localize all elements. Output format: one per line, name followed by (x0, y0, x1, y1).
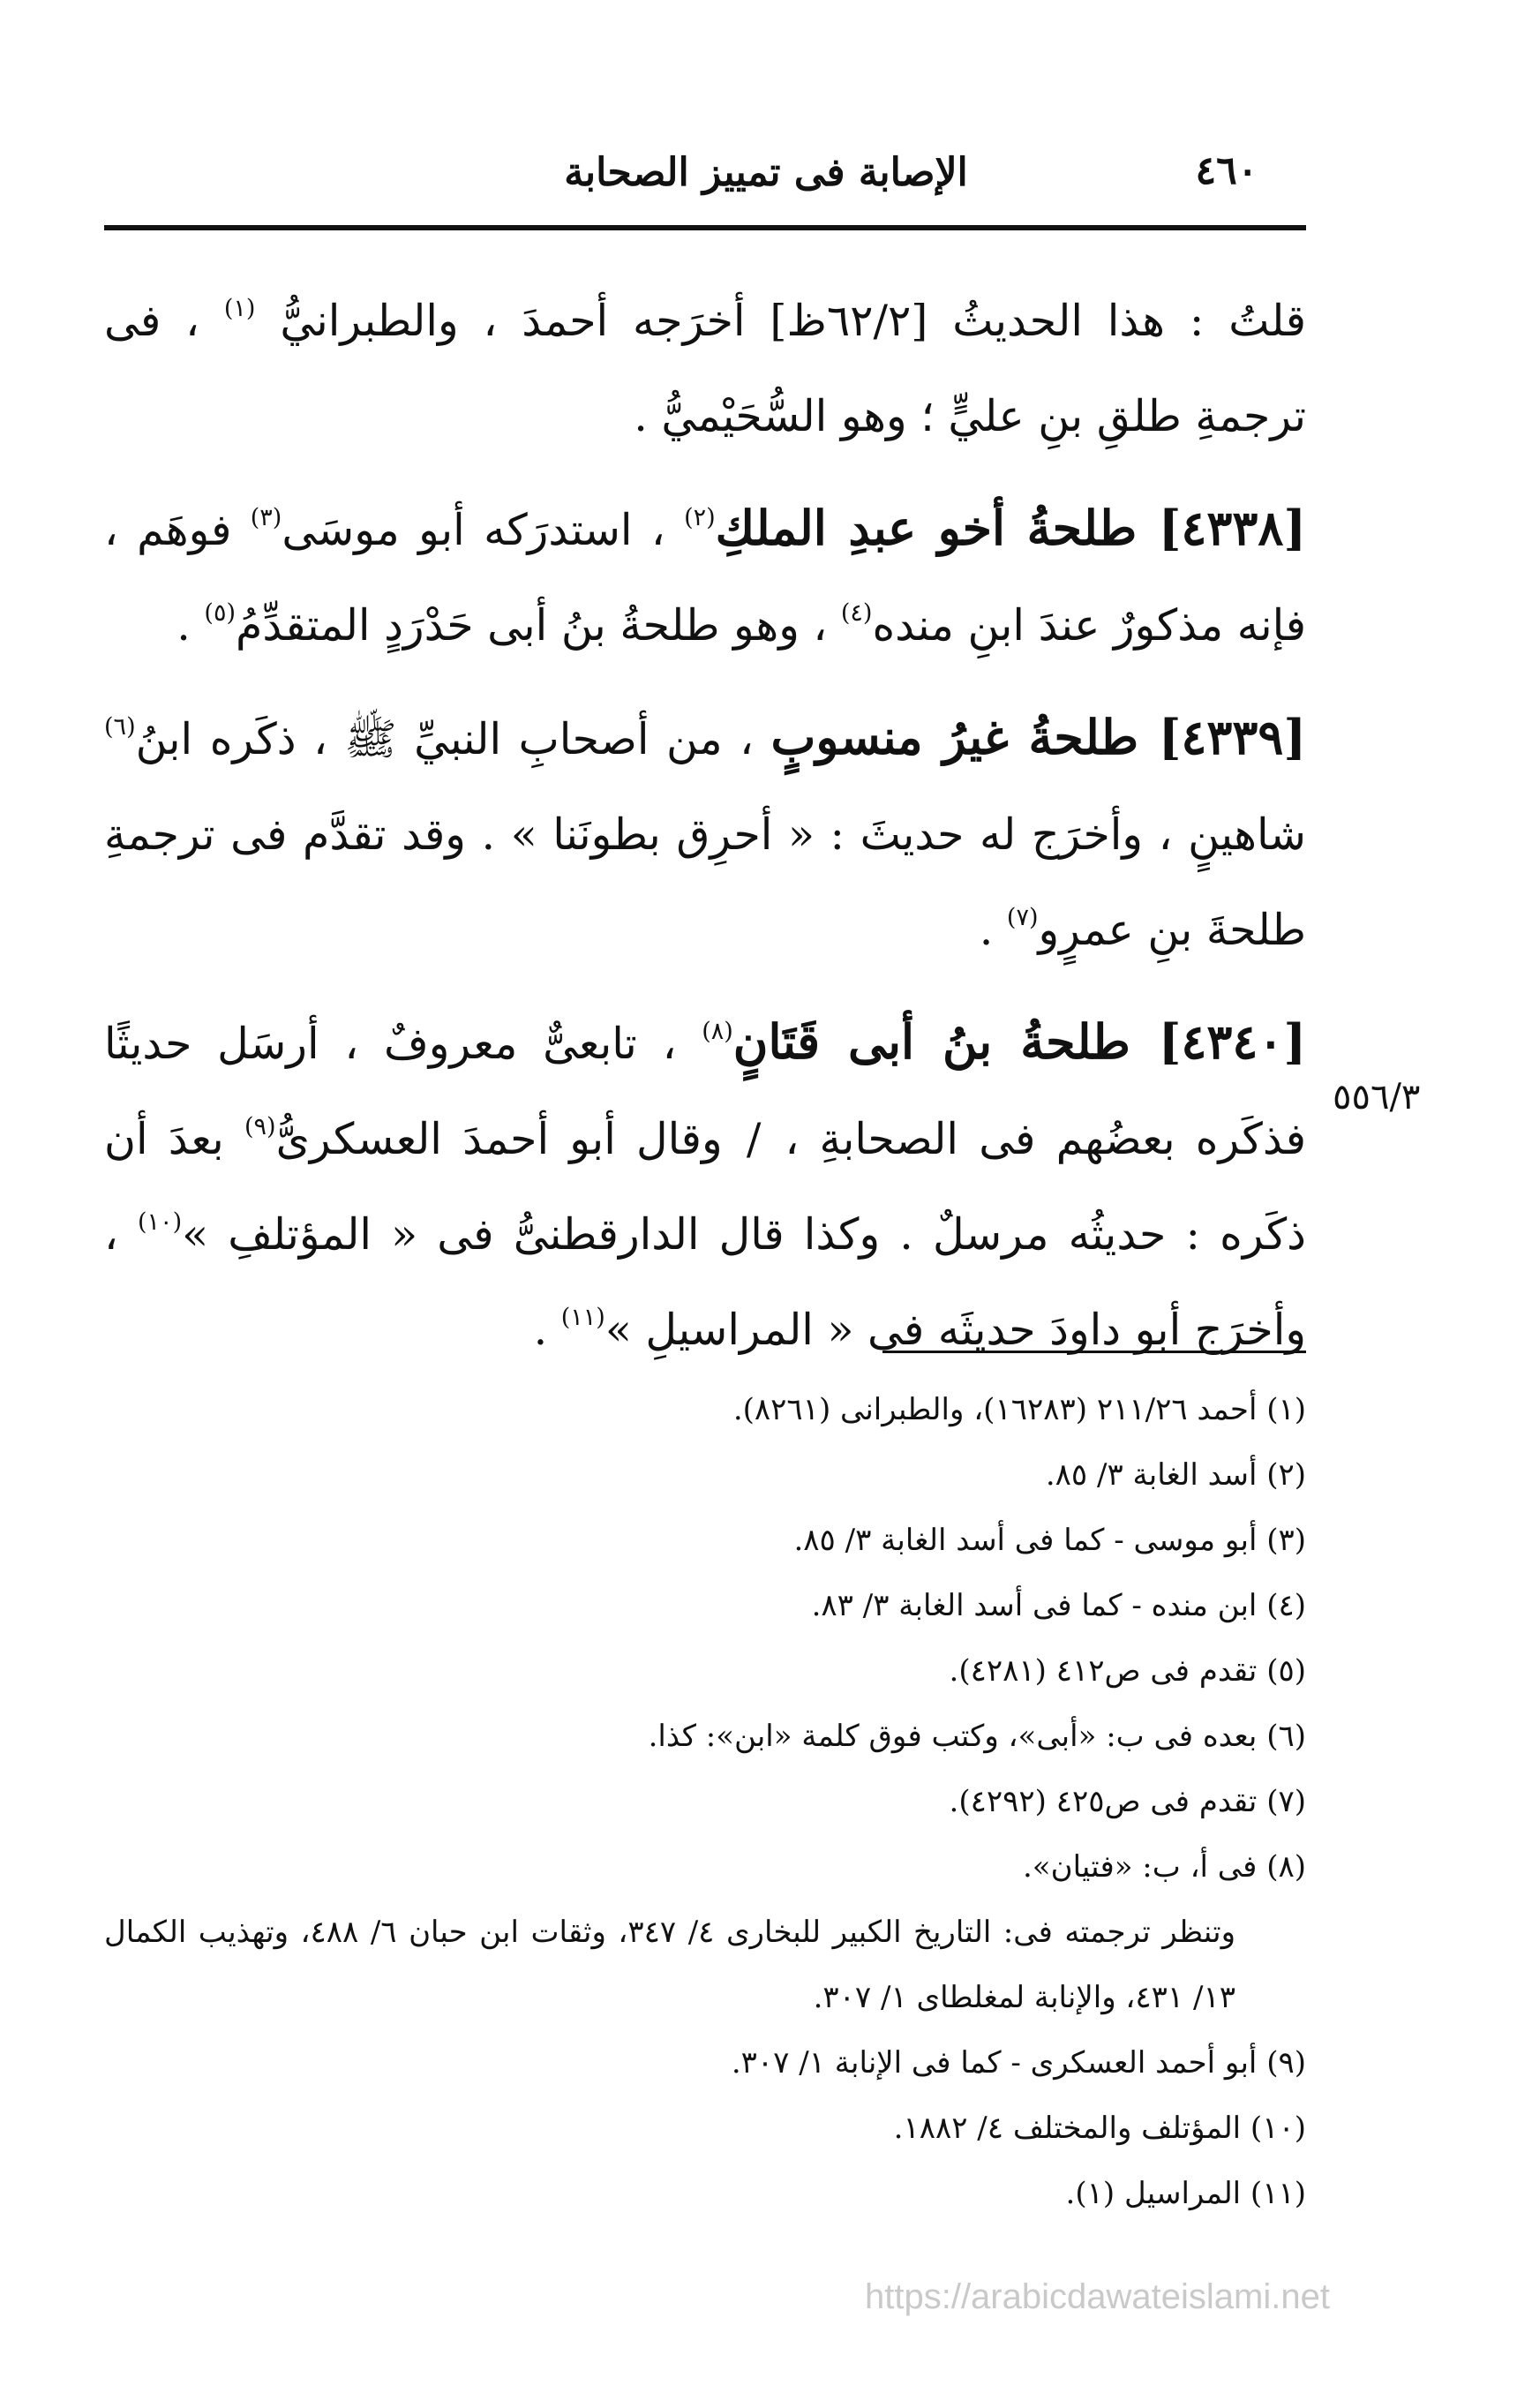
footnote-marker: (٧) (1006, 904, 1039, 931)
text-run: قلتُ : هذا الحديثُ [٦٢/٢ظ] أخرَجه أحمدَ ، والطبرانيُّ (280, 296, 1306, 346)
footnote-marker: (١) (223, 295, 256, 322)
main-text (104, 274, 1306, 1378)
footnote: (١٠) المؤتلف والمختلف ٤/ ١٨٨٢. (893, 2111, 1306, 2146)
footnote: (٩) أبو أحمد العسكرى - كما فى الإنابة ١/ ٣٠٧. (731, 2045, 1306, 2081)
margin-reference: ٥٥٦/٣ (1333, 1077, 1421, 1117)
footnote-rule (882, 1351, 1306, 1353)
footnote-marker: (١٠) (138, 1208, 183, 1236)
entry-heading: [٤٣٤٠] طلحةُ بنُ أبى قَتَانٍ (732, 1013, 1306, 1070)
text-run: . (176, 600, 191, 651)
entry-4338 (104, 480, 1306, 673)
text-run: وقال أبو أحمدَ العسكرىُّ (275, 1114, 723, 1164)
text-run: ، فى ترجمةِ طلقِ بنِ عليٍّ ؛ وهو السُّحَيْميُّ . (104, 296, 1306, 441)
footnote-continuation: وتنظر ترجمته فى: التاريخ الكبير للبخارى ٤/ ٣٤٧، وثقات ابن حبان ٦/ ٤٨٨، وتهذيب الكمال ١٣/ ٤٣١، والإنابة لمغلطاى ١/ ٣٠٧. (104, 1915, 1236, 2015)
footnote-marker: (٨) (702, 1018, 733, 1045)
page-number: ٤٦٠ (1195, 148, 1258, 193)
entry-heading: [٤٣٣٩] طلحةُ غيرُ منسوبٍ (770, 709, 1306, 765)
text-run: ، وأخرَج أبو داودَ حديثَه فى « المراسيلِ » (104, 1209, 1306, 1355)
footnote: (٨) فى أ، ب: «فتيان». (1022, 1849, 1306, 1885)
footnote-marker: (٦) (104, 713, 136, 741)
text-run: فوهَم ، فإنه مذكورٌ عندَ ابنِ منده (104, 505, 1306, 651)
text-run: ، من أصحابِ النبيِّ ﷺ ، ذكَره ابنُ (135, 714, 754, 764)
footnote: (١) أحمد ٢١١/٢٦ (١٦٢٨٣)، والطبرانى (٨٢٦١). (732, 1392, 1306, 1427)
text-run: ، تابعىٌّ معروفٌ ، أرسَل حديثًا فذكَره بعضُهم فى الصحابةِ ، (104, 1019, 1306, 1164)
footnote: (٧) تقدم فى ص٤٢٥ (٤٢٩٢). (949, 1784, 1306, 1819)
text-run: ، استدرَكه أبو موسَى (282, 505, 665, 555)
page-break-slash: / (746, 1114, 762, 1164)
footnote-marker: (١١) (560, 1304, 605, 1331)
watermark-url: https://arabicdawateislami.net (865, 2277, 1330, 2316)
footnote-marker: (٥) (204, 599, 237, 627)
footnote: (٢) أسد الغابة ٣/ ٨٥. (1045, 1457, 1306, 1493)
footnote: (٣) أبو موسى - كما فى أسد الغابة ٣/ ٨٥. (793, 1523, 1306, 1558)
footnote-marker: (٣) (250, 504, 282, 531)
footnote-marker: (٢) (684, 504, 716, 531)
entry-heading: [٤٣٣٨] طلحةُ أخو عبدِ الملكِ (715, 500, 1306, 556)
footnote: (٤) ابن منده - كما فى أسد الغابة ٣/ ٨٣. (811, 1588, 1306, 1623)
footnote-marker: (٤) (840, 599, 873, 627)
footnote: (١١) المراسيل (١). (1065, 2176, 1306, 2211)
running-header-title: الإصابة فى تمييز الصحابة (564, 150, 968, 195)
header-rule (104, 225, 1306, 230)
footnote: (٥) تقدم فى ص٤١٢ (٤٢٨١). (949, 1653, 1306, 1689)
footnote-marker: (٩) (244, 1113, 276, 1140)
text-run: بعدَ أن ذكَره : حديثُه مرسلٌ . وكذا قال الدارقطنىُّ فى « المؤتلفِ » (104, 1114, 1307, 1260)
entry-4340 (104, 994, 1306, 1378)
text-run: ، وهو طلحةُ بنُ أبى حَدْرَدٍ المتقدِّمُ (236, 600, 828, 651)
footnote: (٦) بعده فى ب: «أبى»، وكتب فوق كلمة «ابن»: كذا. (648, 1719, 1306, 1754)
entry-4339 (104, 689, 1306, 978)
text-run: شاهينٍ ، وأخرَج له حديثَ : « أحرِق بطونَنا » . وقد تقدَّم فى ترجمةِ طلحةَ بنِ عمرٍو (104, 809, 1306, 955)
text-run: . (533, 1305, 548, 1355)
paragraph-comment (104, 274, 1306, 464)
text-run: . (979, 905, 994, 955)
footnotes (104, 1377, 1306, 2226)
